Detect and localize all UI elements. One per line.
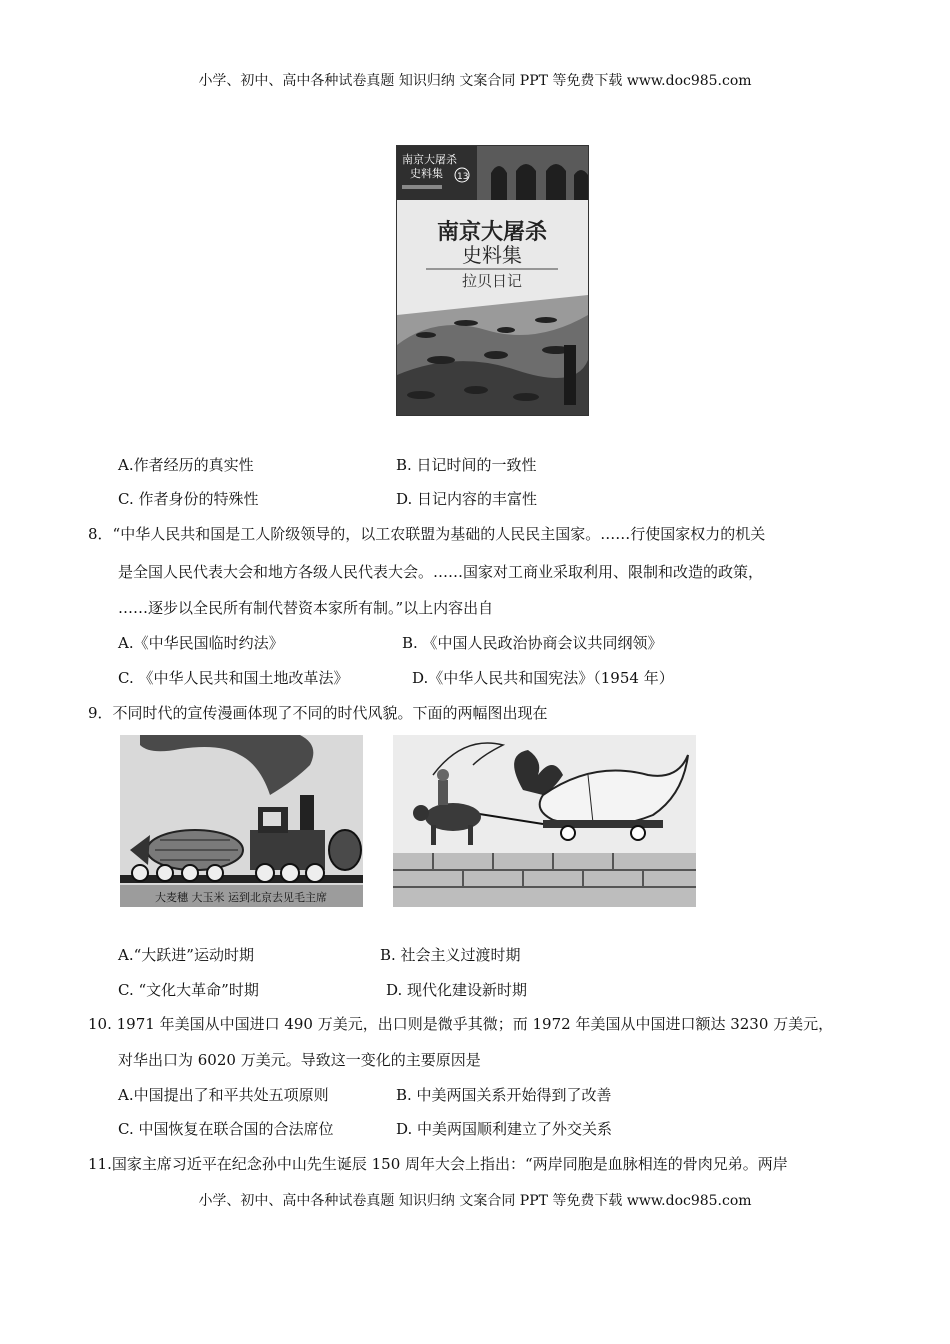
q11-stem-line-1: 11.国家主席习近平在纪念孙中山先生诞辰 150 周年大会上指出：“两岸同胞是血脉相连的骨肉兄弟。两岸 [88,1155,788,1173]
cover-series-title-2: 史料集 [410,167,443,180]
q8-stem-line-3: ……逐步以全民所有制代替资本家所有制。”以上内容出自 [118,599,494,617]
q9-option-d: D. 现代化建设新时期 [386,981,528,999]
page-footer: 小学、初中、高中各种试卷真题 知识归纳 文案合同 PPT 等免费下载 www.doc985.com [198,1193,752,1209]
q7-option-a: A.作者经历的真实性 [118,456,254,474]
cover-title-2: 史料集 [462,243,522,267]
q10-option-c: C. 中国恢复在联合国的合法席位 [118,1120,334,1138]
q7-option-d: D. 日记内容的丰富性 [396,490,538,508]
q10-stem-line-1: 10. 1971 年美国从中国进口 490 万美元，出口则是微乎其微；而 1972 年美国从中国进口额达 3230 万美元， [88,1015,834,1033]
q7-option-c: C. 作者身份的特殊性 [118,490,259,508]
q9-option-a: A.“大跃进”运动时期 [118,946,254,964]
q8-stem-line-2: 是全国人民代表大会和地方各级人民代表大会。……国家对工商业采取利用、限制和改造的政策， [118,563,764,581]
page-header: 小学、初中、高中各种试卷真题 知识归纳 文案合同 PPT 等免费下载 www.doc985.com [198,73,752,89]
q10-stem-line-2: 对华出口为 6020 万美元。导致这一变化的主要原因是 [118,1051,481,1069]
q8-option-b: B. 《中国人民政治协商会议共同纲领》 [402,634,663,652]
q8-stem-line-1: 8．“中华人民共和国是工人阶级领导的，以工农联盟为基础的人民民主国家。……行使国家权力的机关 [88,525,766,543]
q9-stem-line-1: 9．不同时代的宣传漫画体现了不同的时代风貌。下面的两幅图出现在 [88,704,548,722]
cartoon-radish-cart-image [393,735,696,907]
q8-option-d: D.《中华人民共和国宪法》（1954 年） [412,669,674,687]
q9-option-c: C. “文化大革命”时期 [118,981,259,999]
cartoon-train-image [120,735,363,907]
q7-option-b: B. 日记时间的一致性 [396,456,537,474]
q9-option-b: B. 社会主义过渡时期 [380,946,521,964]
q10-option-d: D. 中美两国顺利建立了外交关系 [396,1120,613,1138]
q8-option-a: A.《中华民国临时约法》 [118,634,284,652]
q8-option-c: C. 《中华人民共和国土地改革法》 [118,669,349,687]
q10-option-b: B. 中美两国关系开始得到了改善 [396,1086,612,1104]
q10-option-a: A.中国提出了和平共处五项原则 [118,1086,329,1104]
book-cover-image [396,145,589,416]
cover-subtitle: 拉贝日记 [461,272,523,290]
cartoon-caption: 大麦穗 大玉米 运到北京去见毛主席 [155,891,327,904]
cover-title-1: 南京大屠杀 [436,220,548,245]
cover-series-title-1: 南京大屠杀 [402,153,457,166]
cover-volume-number: 13 [457,172,469,182]
